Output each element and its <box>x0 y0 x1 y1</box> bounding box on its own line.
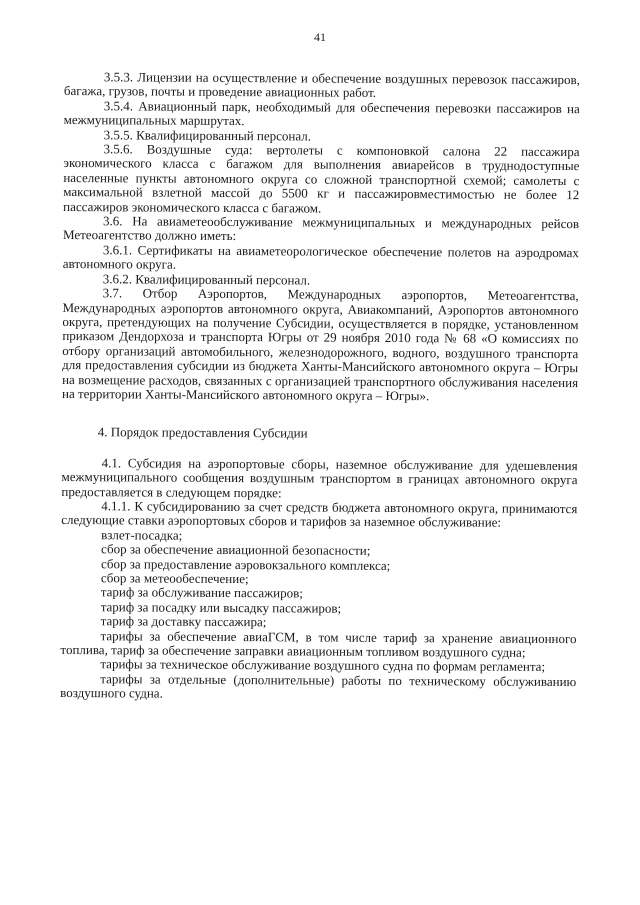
tariff-paragraph: тарифы за отдельные (дополнительные) работы по техническому обслуживанию воздушного судна. <box>60 671 577 701</box>
paragraph-3-6: 3.6. На авиаметеообслуживание межмуниципальных и международных рейсов Метеоагентство должно иметь: <box>62 213 580 244</box>
list-item: сбор за обеспечение авиационной безопасности; <box>101 541 371 559</box>
paragraph-4-1: 4.1. Субсидия на аэропортовые сборы, наземное обслуживание для удешевления межмуниципального сообщения воздушным транспортом в границах автономного округа предоставляется в следующем порядке: <box>61 454 578 500</box>
section-heading: 4. Порядок предоставления Субсидии <box>97 424 308 441</box>
page-number: 41 <box>314 30 326 44</box>
list-item: сбор за метеообеспечение; <box>100 570 249 587</box>
paragraph-3-5-4: 3.5.4. Авиационный парк, необходимый для обеспечения перевозки пассажиров на межмуниципальных маршрутах. <box>63 98 580 129</box>
paragraph-3-6-1: 3.6.1. Сертификаты на авиаметеорологическое обеспечение полетов на аэродромах автономного округа. <box>62 242 579 272</box>
list-item: взлет-посадка; <box>101 527 183 543</box>
paragraph-4-1-1: 4.1.1. К субсидированию за счет средств бюджета автономного округа, принимаются следующие ставки аэропортовых сборов и тарифов за наземное обслуживание: <box>61 498 578 531</box>
list-item: тариф за посадку или высадку пассажиров; <box>100 599 342 616</box>
list-item: сбор за предоставление аэровокзального комплекса; <box>100 555 391 573</box>
paragraph-3-5-5: 3.5.5. Квалифицированный персонал. <box>103 126 312 144</box>
list-item: тариф за доставку пассажира; <box>100 613 267 630</box>
paragraph-3-7: 3.7. Отбор Аэропортов, Международных аэропортов, Метеоагентства, Международных аэропортов автономного округа, Авиакомпаний, Аэропортов автономного округа, претендующих на получение Субсидии, осуществляется в порядке, установленном приказом Дендорхоза и транспорта Югры от 29 ноября 2010 года № 68 «О комиссиях по отбору организаций автомобильного, железнодорожного, водного, воздушного транспорта для предоставления субсидии из бюджета Ханты-Мансийского автономного округа – Югры на возмещение расходов, связанных с организацией транспортного обслуживания населения на территории Ханты-Мансийского автономного округа – Югры». <box>61 285 579 404</box>
tariff-paragraph: тарифы за техническое обслуживание воздушного судна по формам регламента; <box>100 656 546 675</box>
document-body <box>60 70 580 704</box>
paragraph-3-6-2: 3.6.2. Квалифицированный персонал. <box>102 270 311 288</box>
tariff-paragraph: тарифы за обеспечение авиаГСМ, в том числе тариф за хранение авиационного топлива, тариф за обеспечение заправки авиационным топливом воздушного судна; <box>60 627 577 660</box>
paragraph-3-5-6: 3.5.6. Воздушные суда: вертолеты с компоновкой салона 22 пассажира экономического класса с багажом для выполнения авиарейсов в труднодоступные населенные пункты автономного округа со сложной транспортной схемой; самолеты с максимальной взлетной массой до 5500 кг и пассажировместимостью не более 12 пассажиров экономического класса с багажом. <box>63 141 580 216</box>
list-item: тариф за обслуживание пассажиров; <box>100 584 303 601</box>
paragraph-3-5-3: 3.5.3. Лицензии на осуществление и обеспечение воздушных перевозок пассажиров, багажа, грузов, почты и проведение авиационных работ. <box>63 69 580 101</box>
